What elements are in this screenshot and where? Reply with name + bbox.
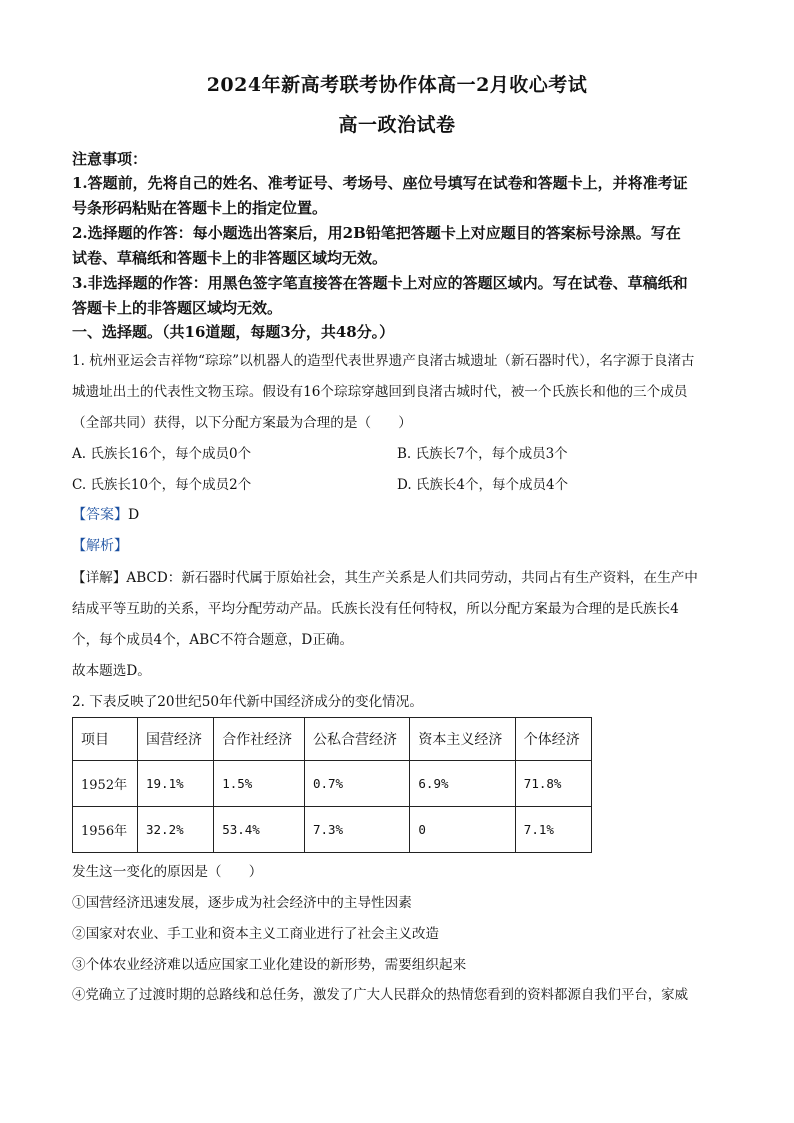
table-cell: 0.7% — [304, 761, 409, 807]
notice-item-2-line-1: 2.选择题的作答：每小题选出答案后，用2B铅笔把答题卡上对应题目的答案标号涂黑。写在 — [72, 224, 681, 242]
q2-statement-1: ①国营经济迅速发展，逐步成为社会经济中的主导性因素 — [72, 895, 412, 911]
q1-detail-line-2: 结成平等互助的关系，平均分配劳动产品。氏族长没有任何特权，所以分配方案最为合理的是氏族长4 — [72, 601, 679, 617]
economy-table — [72, 717, 592, 853]
table-cell: 53.4% — [214, 807, 305, 853]
table-header-cell: 合作社经济 — [214, 718, 305, 761]
section-heading: 一、选择题。（共16道题，每题3分，共48分。） — [72, 323, 395, 341]
answer-value: D — [128, 507, 140, 523]
exam-subtitle: 高一政治试卷 — [338, 114, 456, 136]
exam-title: 2024年新高考联考协作体高一2月收心考试 — [206, 74, 588, 96]
table-row — [73, 807, 592, 853]
q1-conclusion: 故本题选D。 — [72, 663, 151, 679]
q1-stem-line-1: 1. 杭州亚运会吉祥物“琮琮”以机器人的造型代表世界遗产良渚古城遗址（新石器时代），名字源于良渚古 — [72, 353, 695, 369]
notice-heading: 注意事项： — [72, 150, 148, 168]
q2-statement-4: ④党确立了过渡时期的总路线和总任务，激发了广大人民群众的热情您看到的资料都源自我们平台，家威 — [72, 988, 688, 1003]
table-cell: 1.5% — [214, 761, 305, 807]
detail-text-1: ABCD：新石器时代属于原始社会，其生产关系是人们共同劳动，共同占有生产资料，在生产中 — [126, 570, 698, 586]
table-cell: 7.1% — [515, 807, 591, 853]
q1-option-b: B. 氏族长7个，每个成员3个 — [397, 446, 568, 462]
table-cell: 32.2% — [138, 807, 214, 853]
table-row-label: 1956年 — [73, 807, 138, 853]
detail-tag: 【详解】 — [72, 570, 127, 586]
notice-item-3-line-2: 答题卡上的非答题区域均无效。 — [72, 299, 283, 317]
table-row — [73, 761, 592, 807]
table-header-row — [73, 718, 592, 761]
q1-option-d: D. 氏族长4个，每个成员4个 — [397, 477, 569, 493]
q2-statement-3: ③个体农业经济难以适应国家工业化建设的新形势，需要组织起来 — [72, 957, 467, 973]
notice-item-3-line-1: 3.非选择题的作答：用黑色签字笔直接答在答题卡上对应的答题区域内。写在试卷、草稿纸和 — [72, 274, 688, 292]
table-header-cell: 项目 — [73, 718, 138, 761]
notice-item-2-line-2: 试卷、草稿纸和答题卡上的非答题区域均无效。 — [72, 249, 388, 267]
q1-option-c: C. 氏族长10个，每个成员2个 — [72, 477, 252, 493]
q2-stem: 2. 下表反映了20世纪50年代新中国经济成分的变化情况。 — [72, 694, 423, 710]
q1-detail-line-1 — [72, 566, 732, 586]
answer-tag: 【答案】 — [72, 507, 128, 523]
notice-item-1-line-2: 号条形码粘贴在答题卡上的指定位置。 — [72, 199, 328, 217]
table-cell: 71.8% — [515, 761, 591, 807]
q1-option-a: A. 氏族长16个，每个成员0个 — [72, 446, 252, 462]
analysis-tag: 【解析】 — [72, 538, 128, 554]
q1-answer — [72, 504, 732, 524]
q2-question: 发生这一变化的原因是（ ） — [72, 864, 263, 880]
table-cell: 19.1% — [138, 761, 214, 807]
table-header-cell: 公私合营经济 — [304, 718, 409, 761]
table-cell: 6.9% — [410, 761, 515, 807]
table-cell: 7.3% — [304, 807, 409, 853]
q1-stem-line-2: 城遗址出土的代表性文物玉琮。假设有16个琮琮穿越回到良渚古城时代，被一个氏族长和他的三个成员 — [72, 384, 688, 400]
table-row-label: 1952年 — [73, 761, 138, 807]
table-header-cell: 资本主义经济 — [410, 718, 515, 761]
q2-statement-2: ②国家对农业、手工业和资本主义工商业进行了社会主义改造 — [72, 926, 440, 942]
q1-stem-line-3: （全部共同）获得，以下分配方案最为合理的是（ ） — [72, 415, 412, 431]
q1-detail-line-3: 个，每个成员4个，ABC不符合题意，D正确。 — [72, 632, 354, 648]
table-header-cell: 国营经济 — [138, 718, 214, 761]
table-cell: 0 — [410, 807, 515, 853]
notice-item-1-line-1: 1.答题前，先将自己的姓名、准考证号、考场号、座位号填写在试卷和答题卡上，并将准考证 — [72, 174, 688, 192]
table-header-cell: 个体经济 — [515, 718, 591, 761]
